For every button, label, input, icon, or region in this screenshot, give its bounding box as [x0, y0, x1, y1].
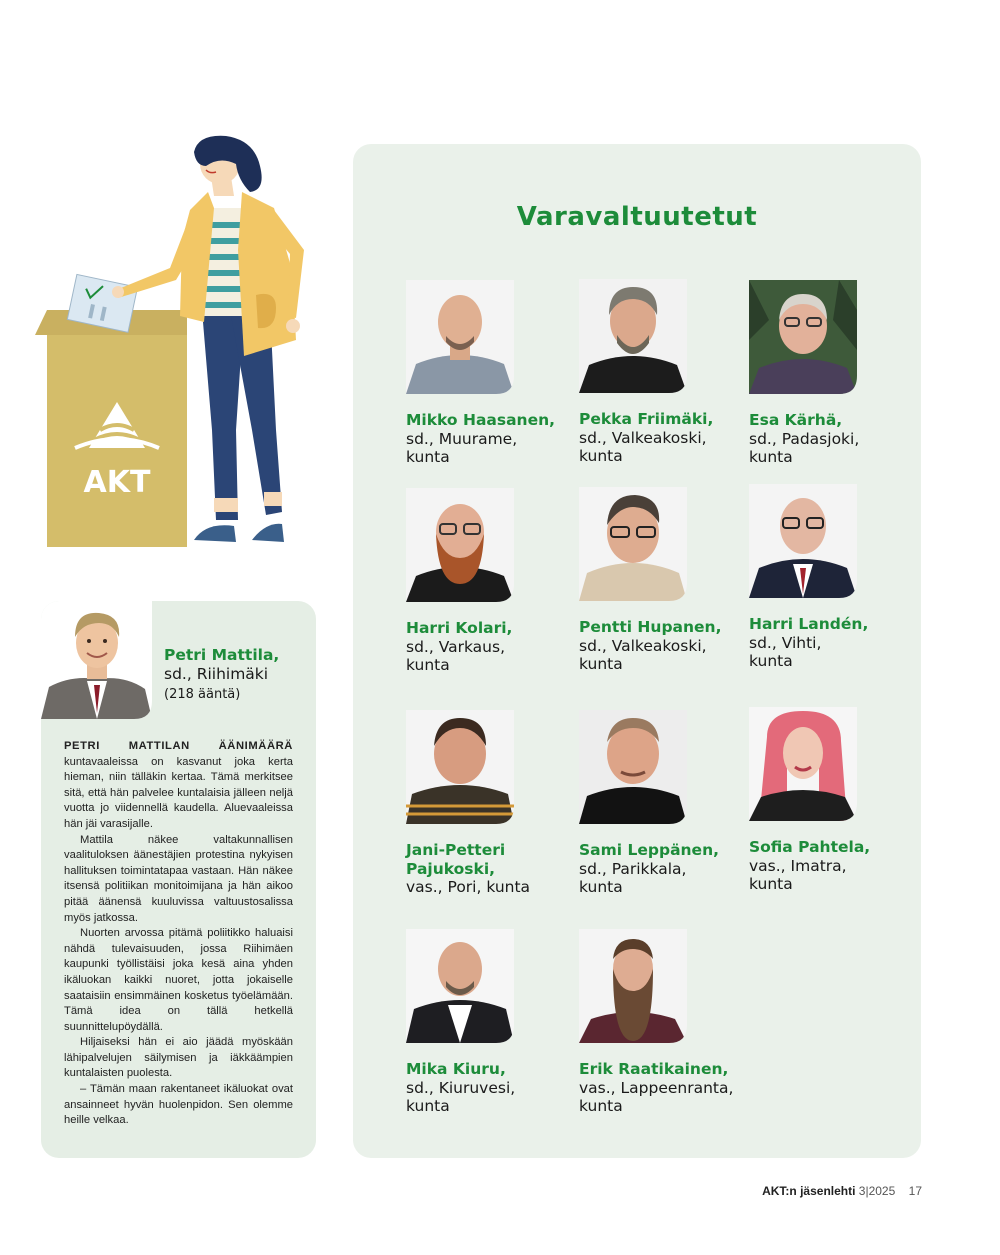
member-photo: [749, 484, 857, 598]
article-paragraph: Mattila näkee valtakunnallisen vaalituloksen äänestäjien protestina nykyisen hallituksen toimintatapaa vastaan. Hän näkee itsensä politiikan monitoimijana ja hän aikoo pitää äänensä kuuluvissa valtuustosalissa myös jatkossa.: [64, 833, 293, 924]
featured-card: [41, 601, 316, 1158]
member-photo: [406, 929, 514, 1043]
member-card: [749, 484, 921, 671]
member-detail: sd., Valkeakoski, kunta: [579, 636, 707, 673]
member-name: Harri Kolari,: [406, 619, 513, 637]
member-detail: sd., Varkaus, kunta: [406, 637, 505, 674]
shoe-right: [252, 524, 284, 542]
member-name: Erik Raatikainen,: [579, 1060, 729, 1078]
member-name: Esa Kärhä,: [749, 411, 843, 429]
member-detail: vas., Pori, kunta: [406, 878, 531, 896]
member-detail: vas., Imatra, kunta: [749, 856, 847, 893]
featured-heading: [164, 646, 314, 704]
member-card: [406, 280, 578, 467]
member-name: Mikko Haasanen,: [406, 411, 556, 429]
voting-illustration: [30, 130, 320, 550]
member-photo: [749, 280, 857, 394]
featured-article: [64, 739, 293, 1129]
page-footer: [762, 1184, 922, 1198]
member-card: [579, 929, 751, 1116]
member-detail: sd., Valkeakoski, kunta: [579, 428, 707, 465]
reserve-title: Varavaltuutetut: [516, 202, 758, 232]
member-card: [579, 710, 751, 897]
article-paragraph: Hiljaiseksi hän ei aio jäädä myöskään lähipalvelujen säilymisen ja iäkkäämpien kuntalaisten puolesta.: [64, 1036, 293, 1080]
reserve-councillors-panel: [353, 144, 921, 1158]
member-card: [406, 488, 578, 675]
member-detail: sd., Parikkala, kunta: [579, 859, 687, 896]
member-detail: sd., Vihti, kunta: [749, 633, 822, 670]
featured-name: Petri Mattila,: [164, 646, 280, 664]
member-name: Pentti Hupanen,: [579, 618, 722, 636]
member-name: Sami Leppänen,: [579, 841, 719, 859]
issue-number: 3|2025: [858, 1184, 896, 1198]
article-lead: PETRI MATTILAN ÄÄNIMÄÄRÄ: [64, 740, 293, 752]
shoe-left: [194, 525, 236, 542]
member-card: [579, 487, 751, 674]
page-number: 17: [908, 1184, 922, 1198]
member-detail: sd., Kiuruvesi, kunta: [406, 1078, 516, 1115]
akt-logo-text: AKT: [83, 465, 151, 500]
petri-mattila-photo: [41, 601, 152, 719]
member-photo: [406, 488, 514, 602]
featured-votes: (218 ääntä): [164, 687, 241, 702]
member-detail: sd., Padasjoki, kunta: [749, 429, 860, 466]
member-detail: sd., Muurame, kunta: [406, 429, 518, 466]
member-card: [749, 707, 921, 894]
featured-party-place: sd., Riihimäki: [164, 665, 269, 683]
member-photo: [579, 279, 687, 393]
member-detail: vas., Lappeenranta, kunta: [579, 1078, 734, 1115]
magazine-name: AKT:n jäsenlehti: [762, 1184, 856, 1198]
article-paragraph: – Tämän maan rakentaneet ikäluokat ovat ansainneet hyvän huolenpidon. Sen olemme heille velkaa.: [64, 1083, 293, 1127]
member-name: Sofia Pahtela,: [749, 838, 871, 856]
member-photo: [579, 487, 687, 601]
member-name: Mika Kiuru,: [406, 1060, 506, 1078]
member-card: [749, 280, 921, 467]
member-photo: [406, 280, 514, 394]
member-card: [406, 710, 578, 897]
member-photo: [579, 710, 687, 824]
member-photo: [749, 707, 857, 821]
member-name: Pekka Friimäki,: [579, 410, 714, 428]
member-card: [406, 929, 578, 1116]
member-card: [579, 279, 751, 466]
article-paragraph: Nuorten arvossa pitämä poliitikko haluaisi nähdä tulevaisuuden, jossa Riihimäen kaupunki työllistäisi joka kesä aina yhden ikäluokan kaikki nuoret, jotta jokaiselle saataisiin ensimmäinen kosketus työelämään. Tämä idea on tällä hetkellä suunnittelupöydällä.: [64, 927, 293, 1033]
article-paragraph: PETRI MATTILAN ÄÄNIMÄÄRÄ kuntavaaleissa on kasvanut joka kerta hieman, niin tälläkin kertaa. Tämä merkitsee sitä, että hän palvelee kuntalaisia jälleen neljä vuotta jo viidennellä kaudella. Aluevaaleissa hän jäi varasijalle.: [64, 740, 293, 830]
member-photo: [406, 710, 514, 824]
member-photo: [579, 929, 687, 1043]
member-name: Jani-Petteri Pajukoski,: [406, 841, 506, 878]
member-name: Harri Landén,: [749, 615, 869, 633]
